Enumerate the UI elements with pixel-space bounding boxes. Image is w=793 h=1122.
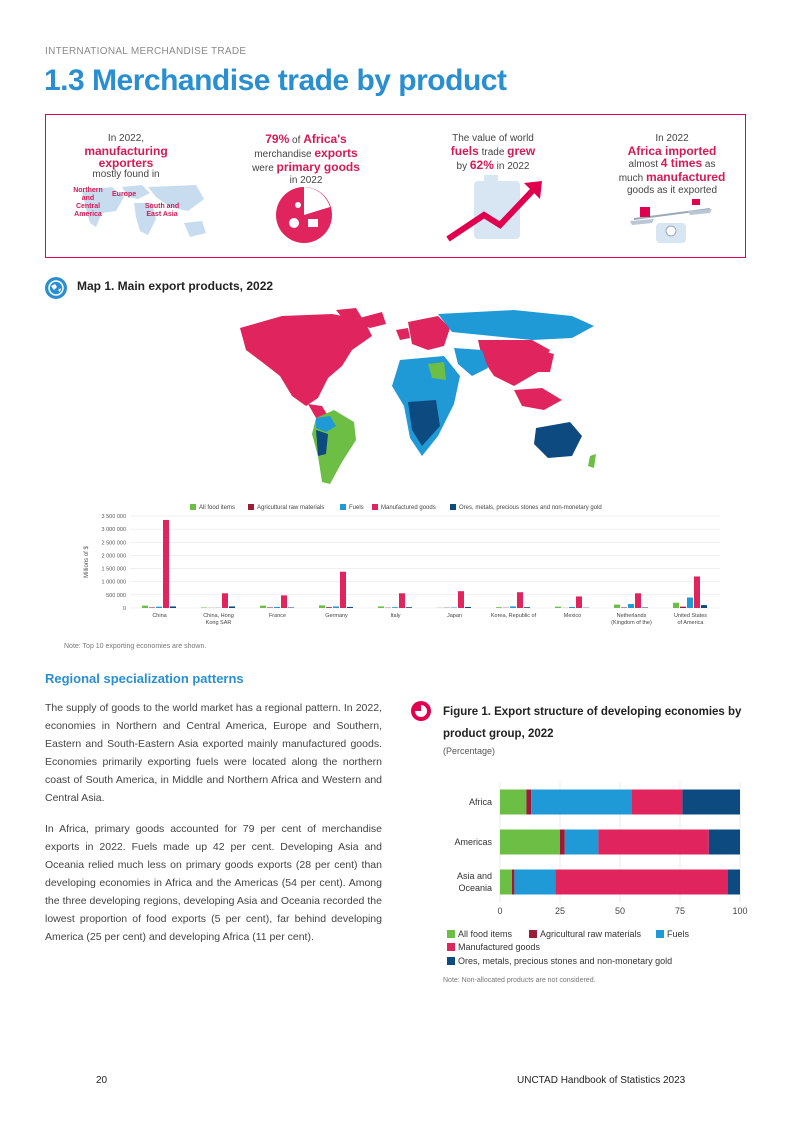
y-tick-label: 1 500 000 — [101, 566, 126, 573]
figure-note: Note: Non-allocated products are not considered. — [443, 977, 596, 984]
highlight-3-em3: 62% — [469, 158, 494, 172]
fig-legend-fuels-swatch — [656, 930, 664, 938]
segment-1-1 — [560, 830, 565, 855]
bar-4-2 — [392, 607, 398, 608]
x-tick-label: United States — [673, 613, 708, 619]
bar-6-4 — [524, 607, 530, 608]
bar-7-0 — [555, 607, 561, 608]
bar-9-1 — [680, 607, 686, 608]
highlight-1-pre: In 2022, — [107, 133, 145, 144]
highlight-2-em4: primary goods — [276, 160, 360, 174]
bar-2-0 — [260, 606, 266, 608]
body-paragraph-1: The supply of goods to the world market has a regional pattern. In 2022, economies in Northern and Central America, Europe and Southern, Eastern and South-Eastern Asia exported mainly manufactured goods. Economies primarily exporting fuels were located along the northern coast of South America, in Middle and Northern Africa and Western and Central Asia. — [45, 702, 382, 804]
fig-legend-agri-label: Agricultural raw materials — [540, 929, 642, 939]
bar-6-2 — [510, 606, 516, 608]
bar-1-4 — [229, 606, 235, 608]
x-tick-label: Japan — [447, 613, 462, 619]
segment-0-1 — [526, 790, 531, 815]
bar-9-3 — [694, 576, 700, 608]
legend-agri-swatch — [248, 504, 254, 510]
x-tick-label: Kong SAR — [205, 620, 232, 626]
section-overline: INTERNATIONAL MERCHANDISE TRADE — [45, 46, 247, 57]
map-east-asia — [538, 350, 554, 372]
fig-legend-manuf — [447, 942, 540, 952]
x-tick-label: China — [152, 613, 167, 619]
body-paragraph-2: In Africa, primary goods accounted for 79 per cent of merchandise exports in 2022. Fuels made up 42 per cent. Developing Asia and Oceania relied much less on primary goods exports (28 per cent) than developing economies in Africa and the Americas (54 per cent). Among the three developing regions, developing Asia and Oceania recorded the lowest proportion of food exports (5 per cent), far behind developing America (25 per cent) and developing Africa (11 per cent). — [45, 823, 382, 943]
bar-2-4 — [288, 607, 294, 608]
figure-title: Figure 1. Export structure of developing economies by product group, 2022 — [443, 706, 742, 740]
bar-8-2 — [628, 604, 634, 608]
bar-9-0 — [673, 603, 679, 608]
balance-scale-icon — [626, 199, 718, 247]
x-tick-label: France — [268, 613, 287, 619]
x-tick-label: 0 — [497, 906, 503, 916]
legend-ores-label: Ores, metals, precious stones and non-monetary gold — [459, 505, 602, 511]
world-export-map — [232, 306, 612, 486]
bar-9-4 — [701, 605, 707, 608]
y-tick-label: 1 000 000 — [101, 579, 126, 586]
fuel-can-growth-icon — [444, 175, 548, 243]
region-label-americas: Northern and Central America — [73, 187, 103, 218]
highlight-fuels — [438, 133, 548, 173]
segment-0-2 — [531, 790, 632, 815]
y-tick-label: 500 000 — [106, 592, 126, 599]
legend-food-swatch — [190, 504, 196, 510]
segment-0-4 — [682, 790, 740, 815]
map-new-zealand — [588, 454, 596, 468]
highlight-1-post: mostly found in — [92, 169, 160, 180]
highlight-africa-imports — [612, 133, 732, 197]
y-axis-label: Millions of $ — [84, 546, 90, 578]
map-russia — [438, 310, 594, 340]
segment-2-4 — [728, 870, 740, 895]
x-tick-label: China, Hong — [203, 613, 234, 619]
highlight-2-em3: exports — [314, 146, 358, 160]
fig-legend-ores-swatch — [447, 957, 455, 965]
x-tick-label: 50 — [614, 906, 626, 916]
fig-legend-manuf-swatch — [447, 943, 455, 951]
bar-5-3 — [458, 591, 464, 608]
map-title: Map 1. Main export products, 2022 — [77, 279, 274, 293]
segment-2-3 — [555, 870, 728, 895]
page-number: 20 — [96, 1075, 108, 1086]
bar-8-0 — [614, 605, 620, 608]
fig-legend-fuels — [656, 929, 689, 939]
highlight-manufacturing — [66, 133, 186, 181]
highlight-3-t2: by — [456, 161, 470, 172]
x-tick-label: 100 — [732, 906, 748, 916]
bar-7-2 — [569, 607, 575, 608]
highlight-4-em1: Africa imported — [627, 144, 717, 158]
legend-agri-label: Agricultural raw materials — [257, 505, 325, 511]
figure-subtitle: (Percentage) — [443, 746, 496, 756]
legend-manuf-label: Manufactured goods — [381, 505, 436, 511]
x-tick-label: 75 — [674, 906, 686, 916]
segment-0-0 — [500, 790, 526, 815]
bar-8-4 — [642, 607, 648, 608]
bar-0-1 — [149, 607, 155, 608]
y-tick-label: 2 500 000 — [101, 540, 126, 547]
page-title: 1.3 Merchandise trade by product — [44, 64, 507, 97]
legend-manuf — [372, 504, 436, 511]
region-label-asia: South and East Asia — [144, 203, 180, 218]
bar-3-2 — [333, 606, 339, 608]
highlight-4-em2: 4 times — [660, 156, 703, 170]
bar-1-0 — [201, 607, 207, 608]
bar-0-2 — [156, 607, 162, 608]
globe-icon — [45, 277, 67, 299]
bar-6-3 — [517, 592, 523, 608]
segment-2-1 — [512, 870, 514, 895]
highlight-2-em2: Africa's — [303, 132, 347, 146]
legend-manuf-swatch — [372, 504, 378, 510]
bar-0-3 — [163, 520, 169, 608]
x-tick-label: Germany — [325, 613, 348, 619]
bar-2-3 — [281, 595, 287, 608]
bar-9-2 — [687, 597, 693, 608]
category-label: Oceania — [458, 883, 492, 893]
x-tick-label: Korea, Republic of — [490, 613, 537, 619]
bar-3-4 — [347, 607, 353, 608]
x-tick-label: (Kingdom of the) — [611, 620, 652, 626]
bar-2-1 — [267, 607, 273, 608]
segment-1-3 — [598, 830, 708, 855]
category-label: Africa — [468, 797, 492, 807]
bar-4-3 — [399, 593, 405, 608]
y-tick-label: 2 000 000 — [101, 553, 126, 560]
legend-fuels-label: Fuels — [349, 505, 364, 511]
map-australia — [534, 422, 582, 458]
segment-1-0 — [500, 830, 560, 855]
highlight-2-t1: of — [289, 135, 304, 146]
legend-ores — [450, 504, 602, 511]
bar-6-0 — [496, 607, 502, 608]
bar-5-4 — [465, 607, 471, 608]
highlight-4-em3: manufactured — [645, 170, 726, 184]
highlight-3-t1: trade — [478, 147, 508, 158]
highlight-2-t2: were — [252, 163, 274, 174]
highlight-3-em2: grew — [507, 144, 536, 158]
bar-3-3 — [340, 572, 346, 608]
bar-4-0 — [378, 606, 384, 608]
fig-legend-food — [447, 929, 512, 939]
legend-fuels-swatch — [340, 504, 346, 510]
x-tick-label: 25 — [554, 906, 566, 916]
pie-chart-icon — [411, 701, 431, 721]
legend-food-label: All food items — [199, 505, 236, 511]
highlight-4-t2: as — [702, 159, 716, 170]
highlight-africa-exports — [246, 133, 366, 187]
highlight-4-t3: much — [618, 173, 646, 184]
region-label-europe: Europe — [112, 191, 137, 198]
section-heading: Regional specialization patterns — [45, 671, 244, 686]
legend-food — [190, 504, 235, 511]
highlights-box — [45, 114, 746, 258]
legend-ores-swatch — [450, 504, 456, 510]
bar-1-3 — [222, 593, 228, 608]
highlight-4-pre: In 2022 — [655, 133, 689, 144]
bar-0-4 — [170, 606, 176, 608]
highlight-3-post: in 2022 — [493, 161, 530, 172]
fig-legend-fuels-label: Fuels — [667, 929, 690, 939]
y-tick-label: 0 — [122, 606, 126, 612]
bar-7-3 — [576, 596, 582, 608]
export-structure-bar-chart — [443, 772, 748, 922]
bar-4-4 — [406, 607, 412, 608]
fig-legend-ores-label: Ores, metals, precious stones and non-monetary gold — [458, 956, 673, 966]
highlight-2-em1: 79% — [265, 132, 290, 146]
highlight-4-t1: almost — [628, 159, 661, 170]
segment-0-3 — [632, 790, 682, 815]
highlight-2-mid: merchandise — [254, 149, 312, 160]
segment-2-2 — [514, 870, 555, 895]
highlight-3-em1: fuels — [450, 144, 479, 158]
bar-3-1 — [326, 607, 332, 608]
x-tick-label: Mexico — [563, 613, 582, 619]
export-products-bar-chart — [80, 512, 730, 636]
fig-legend-food-label: All food items — [458, 929, 513, 939]
legend-fuels — [340, 504, 364, 511]
fig-legend-ores — [447, 956, 672, 966]
bar-chart-note: Note: Top 10 exporting economies are shown. — [64, 643, 207, 650]
highlight-2-post: in 2022 — [289, 175, 323, 186]
category-label: Asia and — [456, 871, 492, 881]
y-tick-label: 3 000 000 — [101, 527, 126, 534]
bar-3-0 — [319, 605, 325, 608]
x-tick-label: Italy — [390, 613, 401, 619]
map-southeast-asia — [514, 388, 562, 410]
fig-legend-agri — [529, 929, 641, 939]
highlight-4-post: goods as it exported — [626, 185, 718, 196]
bar-5-2 — [451, 607, 457, 608]
segment-1-4 — [709, 830, 740, 855]
x-tick-label: Netherlands — [616, 613, 647, 619]
highlight-3-pre: The value of world — [452, 133, 534, 144]
map-uk — [396, 328, 410, 340]
publication-name: UNCTAD Handbook of Statistics 2023 — [517, 1075, 686, 1086]
map-north-america — [240, 314, 372, 406]
fig-legend-agri-swatch — [529, 930, 537, 938]
segment-1-2 — [565, 830, 599, 855]
legend-agri — [248, 504, 324, 511]
bar-8-3 — [635, 593, 641, 608]
category-label: Americas — [454, 837, 492, 847]
fig-legend-food-swatch — [447, 930, 455, 938]
bar-8-1 — [621, 607, 627, 608]
highlight-1-em: manufacturing exporters — [84, 144, 168, 170]
segment-2-0 — [500, 870, 512, 895]
y-tick-label: 3 500 000 — [101, 514, 126, 520]
pie-goods-icon — [274, 185, 334, 245]
fig-legend-manuf-label: Manufactured goods — [458, 942, 541, 952]
x-tick-label: of America — [677, 620, 704, 626]
bar-2-2 — [274, 607, 280, 608]
bar-0-0 — [142, 606, 148, 608]
